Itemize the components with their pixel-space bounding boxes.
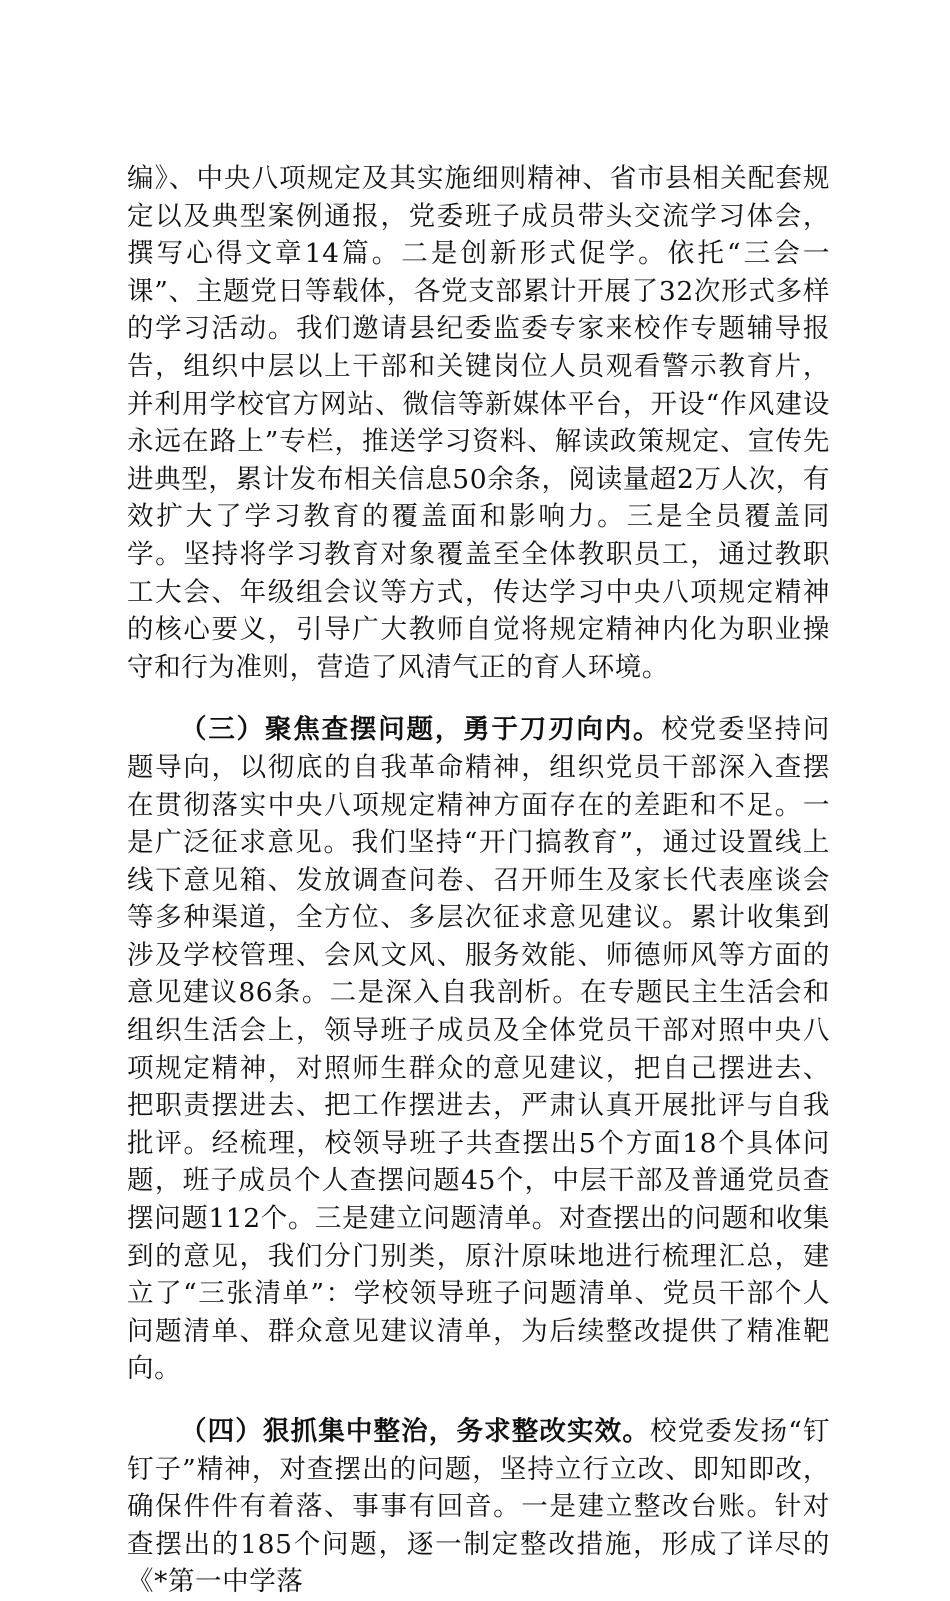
paragraph-section-four [127,1413,830,1601]
paragraph-continuation [127,160,830,686]
paragraph-text: 校党委发扬“钉钉子”精神，对查摆出的问题，坚持立行立改、即知即改，确保件件有着落、事事有回音。一是建立整改台账。针对查摆出的185个问题，逐一制定整改措施，形成了详尽的《*第一中学落 [127,1416,831,1598]
paragraph-text: 校党委坚持问题导向，以彻底的自我革命精神，组织党员干部深入查摆在贯彻落实中央八项规定精神方面存在的差距和不足。一是广泛征求意见。我们坚持“开门搞教育”，通过设置线上线下意见箱、发放调查问卷、召开师生及家长代表座谈会等多种渠道，全方位、多层次征求意见建议。累计收集到涉及学校管理、会风文风、服务效能、师德师风等方面的意见建议86条。二是深入自我剖析。在专题民主生活会和组织生活会上，领导班子成员及全体党员干部对照中央八项规定精神，对照师生群众的意见建议，把自己摆进去、把职责摆进去、把工作摆进去，严肃认真开展批评与自我批评。经梳理，校领导班子共查摆出5个方面18个具体问题，班子成员个人查摆问题45个，中层干部及普通党员查摆问题112个。三是建立问题清单。对查摆出的问题和收集到的意见，我们分门别类，原汁原味地进行梳理汇总，建立了“三张清单”：学校领导班子问题清单、党员干部个人问题清单、群众意见建议清单，为后续整改提供了精准靶向。 [127,714,830,1385]
document-page [127,160,830,1601]
paragraph-section-three [127,711,830,1388]
section-heading: （四）狠抓集中整治，务求整改实效。 [180,1416,650,1447]
section-heading: （三）聚焦查摆问题，勇于刀刃向内。 [180,714,662,746]
paragraph-text: 编》、中央八项规定及其实施细则精神、省市县相关配套规定以及典型案例通报，党委班子成员带头交流学习体会，撰写心得文章14篇。二是创新形式促学。依托“三会一课”、主题党日等载体，各党支部累计开展了32次形式多样的学习活动。我们邀请县纪委监委专家来校作专题辅导报告，组织中层以上干部和关键岗位人员观看警示教育片，并利用学校官方网站、微信等新媒体平台，开设“作风建设永远在路上”专栏，推送学习资料、解读政策规定、宣传先进典型，累计发布相关信息50余条，阅读量超2万人次，有效扩大了学习教育的覆盖面和影响力。三是全员覆盖同学。坚持将学习教育对象覆盖至全体教职员工，通过教职工大会、年级组会议等方式，传达学习中央八项规定精神的核心要义，引导广大教师自觉将规定精神内化为职业操守和行为准则，营造了风清气正的育人环境。 [127,163,830,683]
